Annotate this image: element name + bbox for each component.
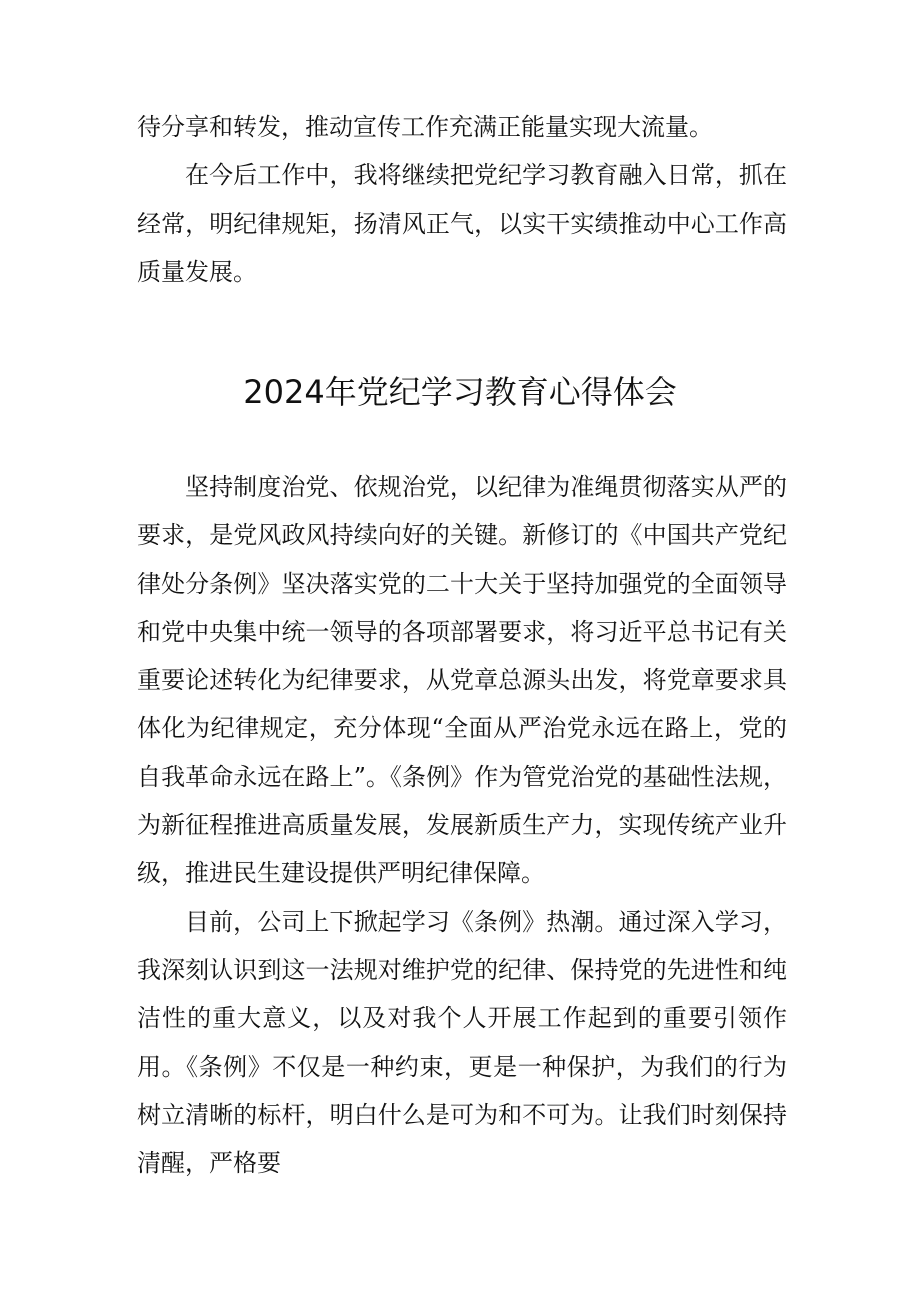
body-paragraph-2: 目前，公司上下掀起学习《条例》热潮。通过深入学习，我深刻认识到这一法规对维护党的纪律、保持党的先进性和纯洁性的重大意义，以及对我个人开展工作起到的重要引领作用。《条例》不仅是一种约束，更是一种保护，为我们的行为树立清晰的标杆，明白什么是可为和不可为。让我们时刻保持清醒，严格要 [137, 907, 787, 1178]
body-paragraph-1: 坚持制度治党、依规治党，以纪律为准绳贯彻落实从严的要求，是党风政风持续向好的关键。新修订的《中国共产党纪律处分条例》坚决落实党的二十大关于坚持加强党的全面领导和党中央集中统一领导的各项部署要求，将习近平总书记有关重要论述转化为纪律要求，从党章总源头出发，将党章要求具体化为纪律规定，充分体现“全面从严治党永远在路上，党的自我革命永远在路上”。《条例》作为管党治党的基础性法规，为新征程推进高质量发展，发展新质生产力，实现传统产业升级，推进民生建设提供严明纪律保障。 [137, 473, 787, 888]
article-body [137, 463, 787, 1187]
article-title: 2024年党纪学习教育心得体会 [243, 373, 677, 411]
continuation-paragraph: 待分享和转发，推动宣传工作充满正能量实现大流量。 [137, 113, 713, 141]
previous-article-tail [137, 103, 787, 296]
closing-paragraph: 在今后工作中，我将继续把党纪学习教育融入日常，抓在经常，明纪律规矩，扬清风正气，以实干实绩推动中心工作高质量发展。 [137, 161, 787, 286]
